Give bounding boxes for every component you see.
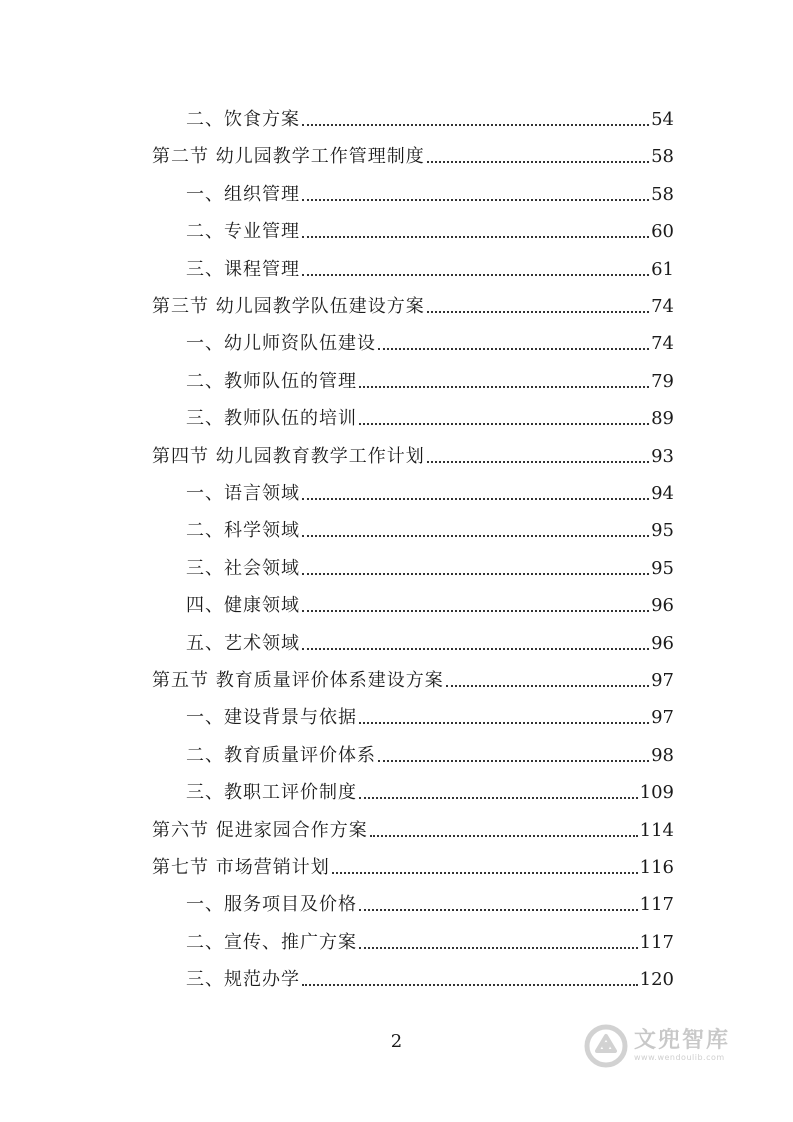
toc-entry[interactable]: [186, 325, 674, 355]
toc-entry-page: 97: [651, 670, 674, 691]
toc-dot-leader: [370, 834, 638, 837]
toc-entry-title: 第三节 幼儿园教学队伍建设方案: [152, 296, 425, 317]
toc-entry-title: 二、宣传、推广方案: [186, 931, 357, 953]
toc-entry-page: 96: [651, 632, 674, 654]
toc-entry-title: 三、教师队伍的培训: [186, 408, 357, 430]
toc-entry[interactable]: [152, 288, 674, 318]
toc-dot-leader: [359, 796, 638, 799]
toc-entry-title: 三、社会领域: [186, 557, 300, 579]
toc-entry-title: 一、服务项目及价格: [186, 894, 357, 916]
toc-entry-page: 60: [651, 221, 674, 243]
toc-dot-leader: [302, 572, 649, 575]
toc-entry-title: 二、教师队伍的管理: [186, 370, 357, 392]
toc-entry[interactable]: [186, 475, 674, 505]
toc-dot-leader: [378, 759, 649, 762]
toc-entry-page: 94: [651, 483, 674, 504]
toc-entry[interactable]: [186, 550, 674, 580]
toc-entry[interactable]: [186, 512, 674, 542]
toc-entry[interactable]: [186, 400, 674, 430]
toc-entry[interactable]: [186, 961, 674, 991]
watermark: [584, 1018, 764, 1074]
toc-entry[interactable]: [152, 849, 674, 879]
toc-entry[interactable]: [152, 812, 674, 842]
toc-entry-title: 二、饮食方案: [186, 109, 300, 130]
toc-entry-page: 93: [651, 445, 674, 467]
toc-dot-leader: [302, 273, 649, 276]
toc-entry-title: 三、教职工评价制度: [186, 782, 357, 804]
toc-entry-title: 二、教育质量评价体系: [186, 744, 376, 766]
toc-entry-title: 一、建设背景与依据: [186, 707, 357, 729]
toc-entry-page: 54: [651, 109, 674, 130]
wendou-logo-icon: [584, 1024, 628, 1068]
toc-entry[interactable]: [186, 737, 674, 767]
toc-entry-page: 95: [651, 557, 674, 579]
toc-entry-page: 114: [639, 819, 674, 841]
toc-entry[interactable]: [186, 587, 674, 617]
toc-dot-leader: [302, 123, 649, 126]
toc-entry-title: 五、艺术领域: [186, 632, 300, 654]
toc-entry-title: 二、专业管理: [186, 221, 300, 243]
toc-entry-title: 第五节 教育质量评价体系建设方案: [152, 670, 444, 691]
toc-entry-page: 74: [651, 296, 674, 317]
toc-dot-leader: [359, 946, 638, 949]
toc-entry-page: 109: [639, 782, 674, 804]
toc-entry[interactable]: [186, 924, 674, 954]
toc-dot-leader: [359, 385, 649, 388]
toc-entry-page: 58: [651, 146, 674, 168]
toc-dot-leader: [427, 460, 649, 463]
toc-entry-title: 第六节 促进家园合作方案: [152, 819, 368, 841]
toc-entry-page: 117: [639, 931, 674, 953]
toc-dot-leader: [302, 198, 649, 201]
toc-entry-page: 97: [651, 707, 674, 729]
toc-entry-title: 一、幼儿师资队伍建设: [186, 333, 376, 355]
toc-dot-leader: [302, 647, 649, 650]
toc-entry-page: 120: [639, 969, 674, 991]
toc-entry-title: 第七节 市场营销计划: [152, 857, 330, 878]
toc-entry[interactable]: [186, 176, 674, 206]
toc-dot-leader: [359, 422, 649, 425]
toc-entry-title: 第二节 幼儿园教学工作管理制度: [152, 146, 425, 168]
toc-entry[interactable]: [186, 699, 674, 729]
toc-entry-title: 第四节 幼儿园教育教学工作计划: [152, 445, 425, 467]
toc-entry-page: 89: [651, 408, 674, 430]
toc-entry-page: 95: [651, 520, 674, 542]
toc-dot-leader: [302, 534, 649, 537]
toc-dot-leader: [302, 497, 649, 500]
toc-dot-leader: [359, 908, 638, 911]
toc-entry[interactable]: [186, 363, 674, 393]
toc-dot-leader: [378, 347, 649, 350]
toc-entry[interactable]: [186, 886, 674, 916]
toc-entry-title: 一、语言领域: [186, 483, 300, 504]
toc-entry[interactable]: [186, 625, 674, 655]
toc-dot-leader: [302, 609, 649, 612]
toc-entry-page: 79: [651, 370, 674, 392]
watermark-title: 文兜智库: [634, 1028, 731, 1053]
toc-entry-title: 三、课程管理: [186, 258, 300, 280]
toc-entry-title: 一、组织管理: [186, 183, 300, 205]
toc-entry-page: 58: [651, 183, 674, 205]
toc-dot-leader: [427, 160, 649, 163]
toc-entry-title: 三、规范办学: [186, 969, 300, 991]
page-number: 2: [390, 1031, 403, 1052]
toc-dot-leader: [446, 684, 649, 687]
toc-entry-page: 74: [651, 333, 674, 355]
toc-dot-leader: [302, 983, 638, 986]
toc-entry-page: 116: [639, 857, 674, 878]
toc-dot-leader: [302, 235, 649, 238]
toc-entry[interactable]: [186, 101, 674, 131]
toc-entry-title: 四、健康领域: [186, 595, 300, 617]
toc-dot-leader: [332, 871, 638, 874]
toc-entry[interactable]: [152, 662, 674, 692]
toc-entry[interactable]: [186, 251, 674, 281]
toc-entry-page: 98: [651, 744, 674, 766]
toc-entry[interactable]: [186, 774, 674, 804]
watermark-url: www.wendoulib.com: [634, 1053, 725, 1062]
toc-entry[interactable]: [152, 138, 674, 168]
toc-entry[interactable]: [152, 438, 674, 468]
toc-entry[interactable]: [186, 213, 674, 243]
toc-dot-leader: [427, 310, 649, 313]
toc-dot-leader: [359, 721, 649, 724]
toc-entry-title: 二、科学领域: [186, 520, 300, 542]
toc-entry-page: 117: [639, 894, 674, 916]
toc-entry-page: 96: [651, 595, 674, 617]
toc-entry-page: 61: [651, 258, 674, 280]
